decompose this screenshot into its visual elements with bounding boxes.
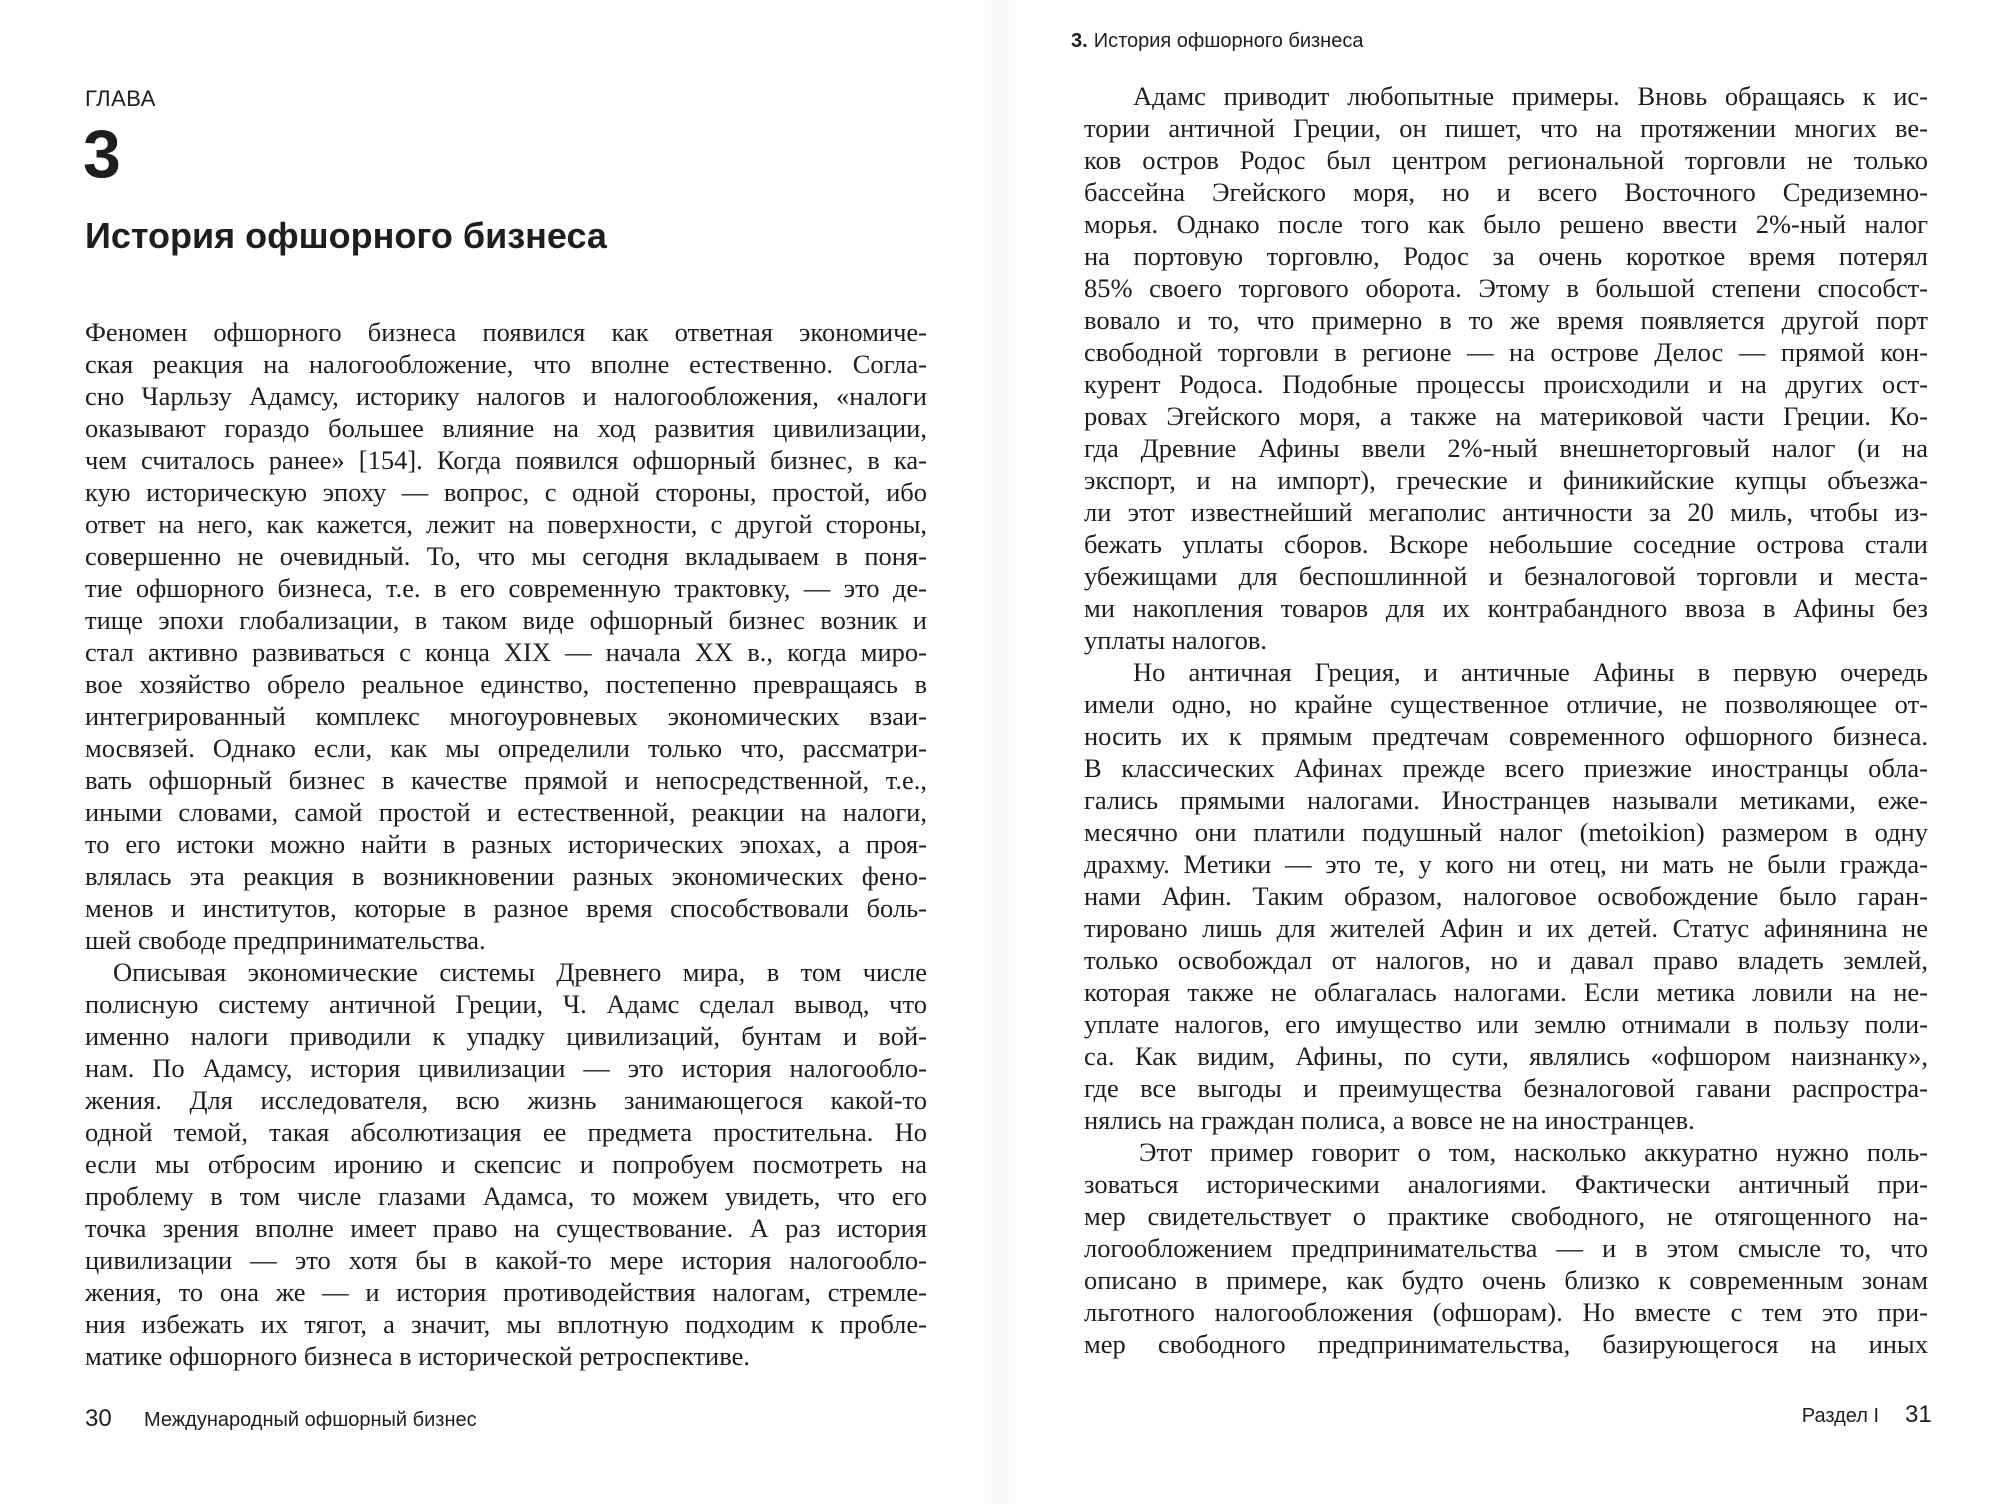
text-line: зоваться историческими аналогиями. Фактически античный при- — [1084, 1169, 1928, 1199]
text-line: гались прямыми налогами. Иностранцев называли метиками, еже- — [1084, 785, 1928, 815]
text-line: курент Родоса. Подобные процессы происходили и на других ост- — [1084, 369, 1928, 399]
text-line: матике офшорного бизнеса в исторической ретроспективе. — [85, 1341, 750, 1371]
text-line: полисную систему античной Греции, Ч. Адамс сделал вывод, что — [85, 989, 927, 1019]
text-line: цивилизации — это хотя бы в какой-то мере история налогообло- — [85, 1245, 927, 1275]
text-line: 85% своего торгового оборота. Этому в большой степени способст- — [1084, 273, 1928, 303]
text-line: кую историческую эпоху — вопрос, с одной стороны, простой, ибо — [85, 477, 927, 507]
text-line: точка зрения вполне имеет право на существование. А раз история — [85, 1213, 927, 1243]
text-line: бассейна Эгейского моря, но и всего Восточного Средиземно- — [1084, 177, 1928, 207]
text-line: жения. Для исследователя, всю жизнь занимающегося какой-то — [85, 1085, 927, 1115]
text-line: только освобождал от налогов, но и давал право владеть землей, — [1084, 945, 1928, 975]
text-line: стал активно развиваться с конца XIX — начала XX в., когда миро- — [85, 637, 927, 667]
text-line: нялись на граждан полиса, а вовсе не на иностранцев. — [1084, 1105, 1695, 1135]
text-line: ния избежать их тягот, а значит, мы вплотную подходим к пробле- — [85, 1309, 927, 1339]
running-header-chapter-number: 3. — [1071, 30, 1088, 52]
text-line: то его истоки можно найти в разных исторических эпохах, а проя- — [85, 829, 927, 859]
text-line: если мы отбросим иронию и скепсис и попробуем посмотреть на — [85, 1149, 927, 1179]
text-line: нами Афин. Таким образом, налоговое освобождение было гаран- — [1084, 881, 1928, 911]
text-line: В классических Афинах прежде всего приезжие иностранцы обла- — [1084, 753, 1928, 783]
text-line: которая также не облагалась налогами. Если метика ловили на не- — [1084, 977, 1928, 1007]
text-line: на портовую торговлю, Родос за очень короткое время потерял — [1084, 241, 1928, 271]
running-header — [1071, 28, 1363, 54]
text-line: Этот пример говорит о том, насколько аккуратно нужно поль- — [1139, 1137, 1928, 1167]
text-line: мосвязей. Однако если, как мы определили только что, рассматри- — [85, 733, 927, 763]
left-page-body — [85, 316, 927, 1372]
chapter-number: 3 — [83, 116, 121, 192]
text-line: Адамс приводит любопытные примеры. Вновь обращаясь к ис- — [1133, 81, 1928, 111]
page-number: 30 — [85, 1405, 112, 1432]
text-line: драхму. Метики — это те, у кого ни отец, ни мать не были гражда- — [1084, 849, 1928, 879]
text-line: убежищами для беспошлинной и безналоговой торговли и места- — [1084, 561, 1928, 591]
text-line: Описывая экономические системы Древнего мира, в том числе — [113, 957, 927, 987]
text-line: интегрированный комплекс многоуровневых экономических взаи- — [85, 701, 927, 731]
text-line: менов и институтов, которые в разное время способствовали боль- — [85, 893, 927, 923]
text-line: совершенно не очевидный. То, что мы сегодня вкладываем в поня- — [85, 541, 927, 571]
text-line: тировано лишь для жителей Афин и их детей. Статус афинянина не — [1084, 913, 1928, 943]
footer-book-title: Международный офшорный бизнес — [144, 1409, 477, 1431]
text-line: тище эпохи глобализации, в таком виде офшорный бизнес возник и — [85, 605, 927, 635]
text-line: нам. По Адамсу, история цивилизации — это история налогообло- — [85, 1053, 927, 1083]
paragraph — [1084, 1136, 1928, 1360]
text-line: шей свободе предпринимательства. — [85, 925, 486, 955]
text-line: жения, то она же — и история противодействия налогам, стремле- — [85, 1277, 927, 1307]
text-line: гда Древние Афины ввели 2%-ный внешнеторговый налог (и на — [1084, 433, 1928, 463]
right-page-body — [1084, 80, 1928, 1360]
text-line: ровах Эгейского моря, а также на материковой части Греции. Ко- — [1084, 401, 1928, 431]
text-line: вать офшорный бизнес в качестве прямой и непосредственной, т.е., — [85, 765, 927, 795]
text-line: именно налоги приводили к упадку цивилизаций, бунтам и вой- — [85, 1021, 927, 1051]
text-line: одной темой, такая абсолютизация ее предмета простительна. Но — [85, 1117, 927, 1147]
text-line: тие офшорного бизнеса, т.е. в его современную трактовку, — это де- — [85, 573, 927, 603]
text-line: носить их к прямым предтечам современного офшорного бизнеса. — [1084, 721, 1928, 751]
text-line: ответ на него, как кажется, лежит на поверхности, с другой стороны, — [85, 509, 927, 539]
paragraph — [1084, 80, 1928, 656]
paragraph — [1084, 656, 1928, 1136]
text-line: сно Чарльзу Адамсу, историку налогов и налогообложения, «налоги — [85, 381, 927, 411]
text-line: ли этот известнейший мегаполис античности за 20 миль, чтобы из- — [1084, 497, 1928, 527]
running-header-title: История офшорного бизнеса — [1093, 30, 1364, 52]
page-number: 31 — [1905, 1401, 1932, 1428]
text-line: тории античной Греции, он пишет, что на протяжении многих ве- — [1084, 113, 1928, 143]
text-line: Но античная Греция, и античные Афины в первую очередь — [1133, 657, 1928, 687]
text-line: морья. Однако после того как было решено ввести 2%-ный налог — [1084, 209, 1928, 239]
text-line: свободной торговли в регионе — на острове Делос — прямой кон- — [1084, 337, 1928, 367]
text-line: Феномен офшорного бизнеса появился как ответная экономиче- — [85, 317, 927, 347]
text-line: вовало и то, что примерно в то же время появляется другой порт — [1084, 305, 1928, 335]
text-line: бежать уплаты сборов. Вскоре небольшие соседние острова стали — [1084, 529, 1928, 559]
right-page — [1000, 0, 2000, 1504]
paragraph — [85, 316, 927, 956]
chapter-title: История офшорного бизнеса — [85, 215, 607, 256]
text-line: са. Как видим, Афины, по сути, являлись «офшором наизнанку», — [1084, 1041, 1928, 1071]
text-line: экспорт, и на импорт), греческие и финикийские купцы объезжа- — [1084, 465, 1928, 495]
text-line: ков остров Родос был центром региональной торговли не только — [1084, 145, 1928, 175]
text-line: оказывают гораздо большее влияние на ход развития цивилизации, — [85, 413, 927, 443]
text-line: ская реакция на налогообложение, что вполне естественно. Согла- — [85, 349, 927, 379]
footer-section-label: Раздел I — [1801, 1405, 1879, 1427]
text-line: влялась эта реакция в возникновении разных экономических фено- — [85, 861, 927, 891]
text-line: чем считалось ранее» [154]. Когда появился офшорный бизнес, в ка- — [85, 445, 927, 475]
text-line: имели одно, но крайне существенное отличие, не позволяющее от- — [1084, 689, 1928, 719]
text-line: льготного налогообложения (офшорам). Но вместе с тем это при- — [1084, 1297, 1928, 1327]
text-line: мер свидетельствует о практике свободного, не отягощенного на- — [1084, 1201, 1928, 1231]
paragraph — [85, 956, 927, 1372]
text-line: уплаты налогов. — [1084, 625, 1267, 655]
text-line: иными словами, самой простой и естественной, реакции на налоги, — [85, 797, 927, 827]
text-line: месячно они платили подушный налог (metoikion) размером в одну — [1084, 817, 1928, 847]
text-line: ми накопления товаров для их контрабандного ввоза в Афины без — [1084, 593, 1928, 623]
text-line: уплате налогов, его имущество или землю отнимали в пользу поли- — [1084, 1009, 1928, 1039]
text-line: где все выгоды и преимущества безналоговой гавани распростра- — [1084, 1073, 1928, 1103]
text-line: логообложением предпринимательства — и в этом смысле то, что — [1084, 1233, 1928, 1263]
text-line: описано в примере, как будто очень близко к современным зонам — [1084, 1265, 1928, 1295]
text-line: проблему в том числе глазами Адамса, то можем увидеть, что его — [85, 1181, 927, 1211]
text-line: вое хозяйство обрело реальное единство, постепенно превращаясь в — [85, 669, 927, 699]
text-line: мер свободного предпринимательства, базирующегося на иных — [1084, 1329, 1928, 1359]
chapter-label: ГЛАВА — [85, 86, 156, 111]
